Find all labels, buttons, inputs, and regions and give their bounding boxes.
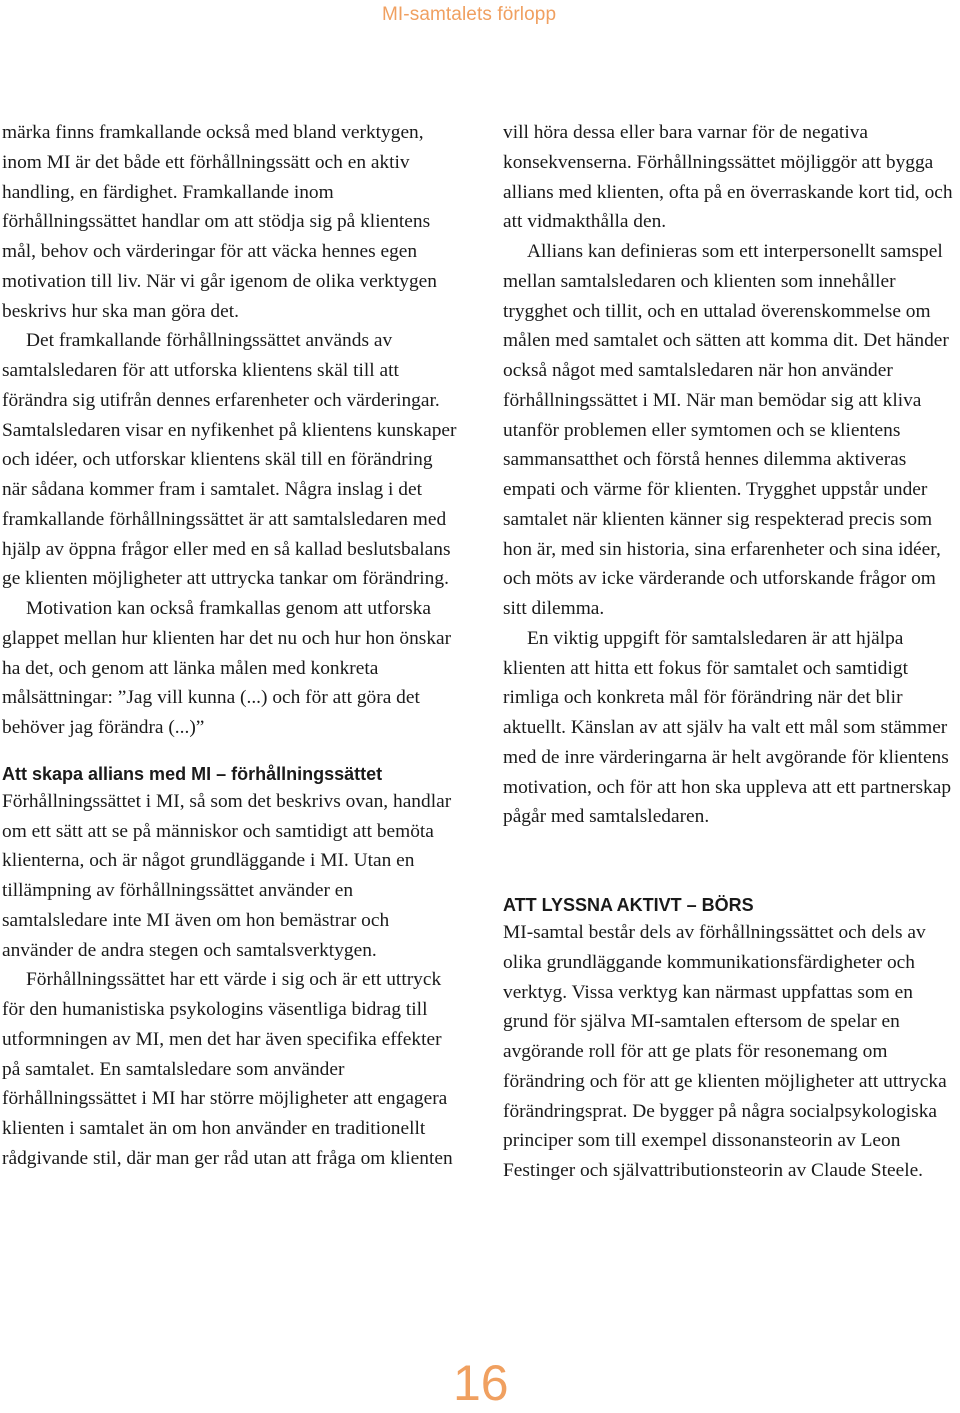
body-paragraph: Motivation kan också framkallas genom att utforska glappet mellan hur klienten har det nu och hur hon önskar ha det, och genom att länka målen med konkreta målsättningar: ”Jag vill kunna (...) och för att göra det behöver jag förändra (...)” — [2, 598, 452, 738]
section-heading: ATT LYSSNA AKTIVT – BÖRS — [503, 895, 754, 915]
body-paragraph: En viktig uppgift för samtalsledaren är att hjälpa klienten att hitta ett fokus för samtalet och samtidigt rimliga och konkreta mål för förändring när det blir aktuellt. Känslan av att själv ha valt ett mål som stämmer med de inre värderingarna är helt avgörande för klientens motivation, och för att hon ska uppleva att ett partnerskap pågår med samtalsledaren. — [503, 627, 952, 828]
body-paragraph: Förhållningssättet har ett värde i sig och är ett uttryck för den humanistiska psykologins väsentliga bidrag till utformningen av MI, men det har även specifika effekter på samtalet. En samtalsledare som använder förhållningssättet i MI har större möjligheter att engagera klienten i samtalet än om hon använder en traditionellt rådgivande stil, där man ger råd utan att fråga om klienten — [2, 969, 453, 1169]
page-number: 16 — [453, 1355, 509, 1411]
right-column — [503, 118, 958, 1186]
body-paragraph: Förhållningssättet i MI, så som det beskrivs ovan, handlar om ett sätt att se på människor och samtidigt att bemöta klienterna, och är något grundläggande i MI. Utan en tillämpning av förhållningssättet använder en samtalsledare inte MI även om hon bemästrar och använder de andra stegen och samtalsverktygen. — [2, 790, 452, 961]
running-title: MI-samtalets förlopp — [382, 4, 557, 25]
body-paragraph: vill höra dessa eller bara varnar för de negativa konsekvenserna. Förhållningssättet möjliggör att bygga allians med klienten, ofta på en överraskande kort tid, och att vidmakthålla den. — [503, 122, 953, 233]
body-paragraph: MI-samtal består dels av förhållningssättet och dels av olika grundläggande kommunikationsfärdigheter och verktyg. Vissa verktyg kan närmast uppfattas som en grund för själva MI-samtalen eftersom de spelar en avgörande roll för att ge plats för resonemang om förändring och för att ge klienten möjligheter att uttrycka förändringsprat. De bygger på några socialpsykologiska principer som till exempel dissonansteorin av Leon Festinger och självattributionsteorin av Claude Steele. — [503, 922, 947, 1181]
body-paragraph: Det framkallande förhållningssättet används av samtalsledaren för att utforska klientens skäl till att förändra sig utifrån dennes erfarenheter och värderingar. Samtalsledaren visar en nyfikenhet på klientens kunskaper och idéer, och utforskar klientens skäl till en förändring när sådana kommer fram i samtalet. Några inslag i det framkallande förhållningssättet är att samtalsledaren med hjälp av öppna frågor eller med en så kallad beslutsbalans ge klienten möjligheter att uttrycka tankar om förändring. — [2, 330, 457, 590]
left-column — [2, 118, 457, 1174]
body-paragraph: märka finns framkallande också med bland verktygen, inom MI är det både ett förhållningssätt och en aktiv handling, en färdighet. Framkallande inom förhållningssättet handlar om att stödja sig på klientens mål, behov och värderingar för att väcka hennes egen motivation till liv. När vi går igenom de olika verktygen beskrivs hur ska man göra det. — [2, 122, 437, 322]
body-paragraph: Allians kan definieras som ett interpersonellt samspel mellan samtalsledaren och klienten som innehåller trygghet och tillit, och en uttalad överenskommelse om målen med samtalet och sätten att komma dit. Det händer också något med samtalsledaren när hon använder förhållningssättet i MI. När man bemödar sig att kliva utanför problemen eller symtomen och se klientens sammansatthet och förstå hennes dilemma aktiveras empati och värme för klienten. Trygghet uppstår under samtalet när klienten känner sig respekterad precis som hon är, med sin historia, sina erfarenheter och sina idéer, och möts av icke värderande och utforskande frågor om sitt dilemma. — [503, 241, 949, 619]
section-heading: Att skapa allians med MI – förhållningssättet — [2, 763, 383, 784]
